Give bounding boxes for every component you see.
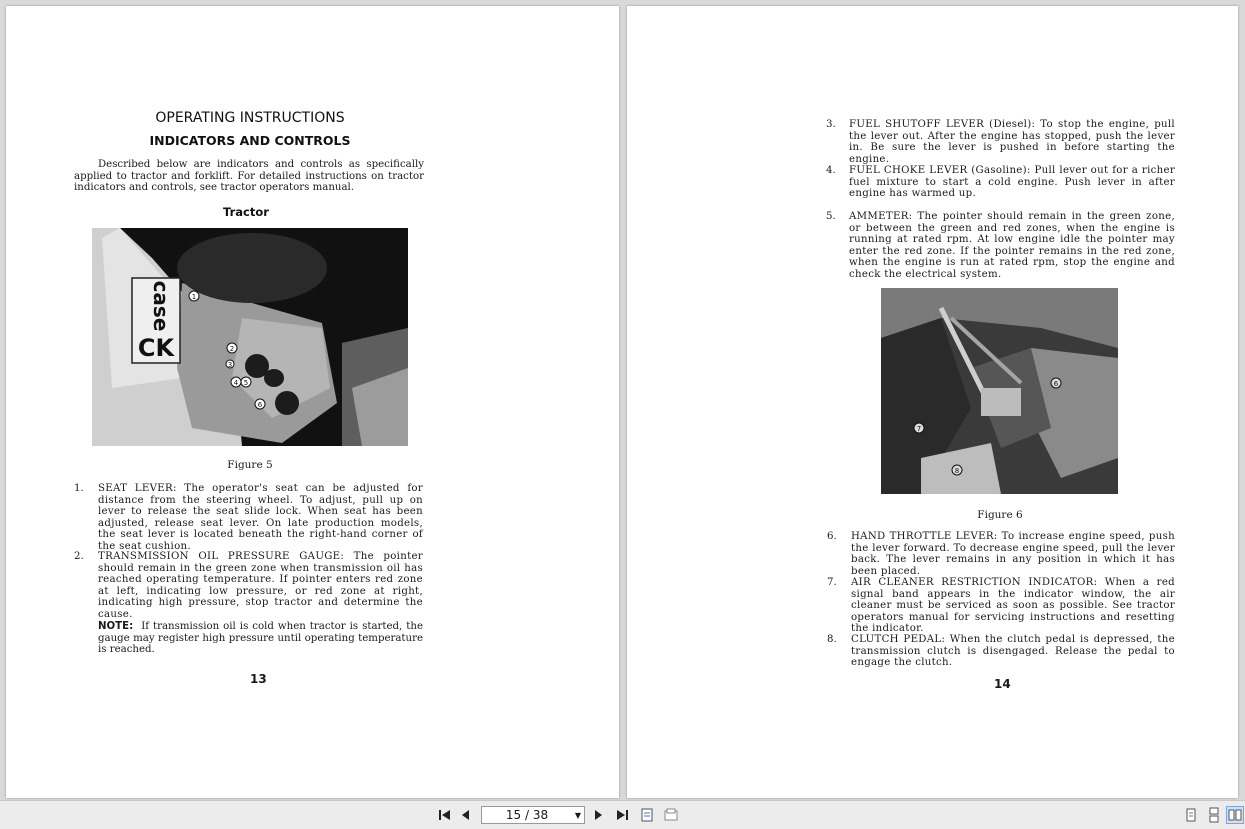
item-clutch-pedal: CLUTCH PEDAL: When the clutch pedal is depressed, the transmission clutch is disengaged. Release the pedal to engage the clutch. xyxy=(851,634,1175,669)
note-text: If transmission oil is cold when tractor is started, the gauge may register high pressure until operating temperature is reached. xyxy=(98,621,423,656)
last-page-icon[interactable] xyxy=(613,806,631,824)
item-number: 1. xyxy=(74,483,84,494)
continuous-view-icon[interactable] xyxy=(1205,806,1223,824)
figure-6-photo xyxy=(881,288,1118,494)
item-hand-throttle: HAND THROTTLE LEVER: To increase engine speed, push the lever forward. To decrease engine speed, pull the lever back. The lever remains in any position in which it has been placed. xyxy=(851,531,1175,577)
first-page-icon[interactable] xyxy=(436,806,454,824)
viewer-toolbar xyxy=(0,800,1245,829)
two-page-view-icon[interactable] xyxy=(1226,806,1244,824)
fit-width-icon[interactable] xyxy=(661,806,681,824)
next-page-icon[interactable] xyxy=(591,806,605,824)
chevron-down-icon: ▼ xyxy=(574,810,582,820)
figure-5-photo xyxy=(92,228,408,446)
callout-4: 4 xyxy=(233,379,239,387)
item-number: 7. xyxy=(827,577,837,588)
item-number: 8. xyxy=(827,634,837,645)
item-number: 3. xyxy=(826,119,836,130)
item-number: 5. xyxy=(826,211,836,222)
page-number-value: 15 / 38 xyxy=(505,808,549,822)
left-page xyxy=(6,6,619,798)
brand-case-text: case xyxy=(149,280,173,332)
section-heading: Tractor xyxy=(223,205,269,219)
callout-6: 6 xyxy=(1053,380,1059,388)
item-number: 4. xyxy=(826,165,836,176)
item-seat-lever: SEAT LEVER: The operator's seat can be adjusted for distance from the steering wheel. To adjust, pull up on lever to release the seat slide lock. When seat has been adjusted, release seat lever. On late production models, the seat lever is located beneath the right-hand corner of the seat cushion. xyxy=(98,483,423,552)
brand-ck-text: CK xyxy=(137,334,175,362)
item-fuel-choke: FUEL CHOKE LEVER (Gasoline): Pull lever out for a richer fuel mixture to start a cold engine. Push lever in after engine has warmed up. xyxy=(849,165,1175,200)
callout-5: 5 xyxy=(243,379,249,387)
callout-1: 1 xyxy=(191,293,197,301)
single-page-view-icon[interactable] xyxy=(1182,806,1200,824)
page-number-14: 14 xyxy=(994,677,1011,691)
page-subtitle: INDICATORS AND CONTROLS xyxy=(149,133,351,148)
note-paragraph xyxy=(98,621,423,656)
intro-paragraph: Described below are indicators and controls as specifically applied to tractor and forklift. For detailed instructions on tractor indicators and controls, see tractor operators manual. xyxy=(74,159,424,194)
page-number-13: 13 xyxy=(250,672,267,686)
item-number: 6. xyxy=(827,531,837,542)
item-number: 2. xyxy=(74,551,84,562)
callout-6: 6 xyxy=(257,401,263,409)
right-page xyxy=(627,6,1238,798)
figure-6-caption: Figure 6 xyxy=(977,509,1023,521)
fit-page-icon[interactable] xyxy=(637,806,657,824)
item-transmission-gauge: TRANSMISSION OIL PRESSURE GAUGE: The pointer should remain in the green zone when transmission oil has reached operating temperature. If pointer enters red zone at left, indicating low pressure, or red zone at right, indicating high pressure, stop tractor and determine the cause. xyxy=(98,551,423,620)
callout-7: 7 xyxy=(916,425,922,433)
previous-page-icon[interactable] xyxy=(459,806,473,824)
callout-2: 2 xyxy=(229,345,235,353)
item-ammeter: AMMETER: The pointer should remain in the green zone, or between the green and red zones, when the engine is running at rated rpm. At low engine idle the pointer may enter the red zone. If the pointer remains in the red zone, when the engine is run at rated rpm, stop the engine and check the electrical system. xyxy=(849,211,1175,280)
page-number-select[interactable] xyxy=(481,806,585,824)
figure-5-caption: Figure 5 xyxy=(227,459,273,471)
callout-3: 3 xyxy=(227,361,233,369)
callout-8: 8 xyxy=(954,467,960,475)
page-title: OPERATING INSTRUCTIONS xyxy=(155,110,345,126)
item-air-cleaner: AIR CLEANER RESTRICTION INDICATOR: When a red signal band appears in the indicator window, the air cleaner must be serviced as soon as possible. See tractor operators manual for servicing instructions and resetting the indicator. xyxy=(851,577,1175,635)
note-label: NOTE: xyxy=(98,621,134,632)
item-fuel-shutoff: FUEL SHUTOFF LEVER (Diesel): To stop the engine, pull the lever out. After the engine has stopped, push the lever in. Be sure the lever is pushed in before starting the engine. xyxy=(849,119,1175,165)
